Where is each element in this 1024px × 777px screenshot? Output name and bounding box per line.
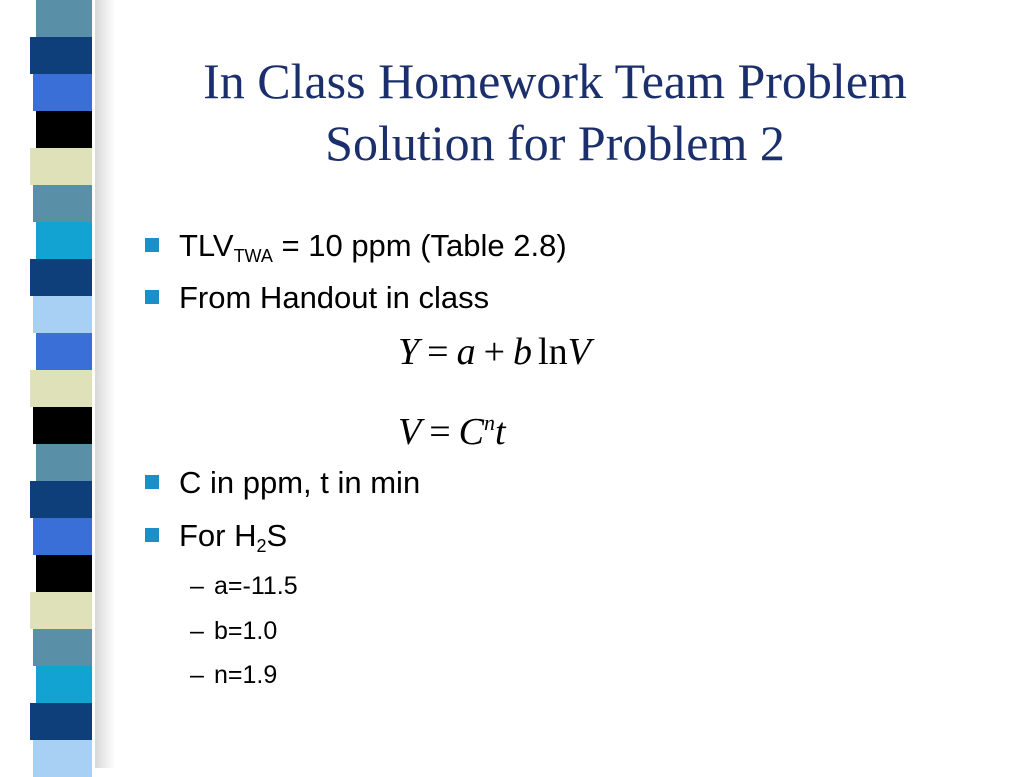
tlv-value: = 10 ppm (Table 2.8) [272,228,567,263]
bullet-handout [145,280,489,316]
stripe-segment [33,185,92,222]
stripe-segment [33,629,92,666]
eq1-plus: + [483,331,506,373]
bullet-for-h2s [145,518,287,554]
sub-bullet-a [190,572,298,601]
eq2-t: t [495,411,506,453]
eq2-C: C [458,411,485,453]
bullet-tlv [145,228,567,264]
stripe-segment [30,481,92,518]
tlv-subscript: TWA [233,246,273,266]
handout-text: From Handout in class [179,280,490,315]
eq2-V: V [398,411,422,453]
title-line-1: In Class Homework Team Problem [203,53,907,109]
units-text: C in ppm, t in min [179,465,421,500]
stripe-segment [36,222,92,259]
stripe-segment [30,592,92,629]
eq1-Y: Y [398,331,420,373]
stripe-segment [36,666,92,703]
eq2-equals: = [429,411,451,453]
sub-bullet-b [190,617,277,646]
sub-bullet-text: b=1.0 [214,617,278,645]
dash-icon: – [190,572,204,600]
stripe-segment [33,518,92,555]
decorative-stripe [30,0,100,768]
sub-bullet-text: a=-11.5 [214,572,298,600]
eq1-b: b [513,331,533,373]
stripe-segment [36,333,92,370]
stripe-segment [33,740,92,777]
equation-1 [398,330,591,374]
stripe-segment [36,111,92,148]
for-subscript: 2 [256,536,267,556]
eq1-V: V [567,331,591,373]
bullet-units [145,465,420,501]
tlv-label: TLV [179,228,234,263]
stripe-segment [36,444,92,481]
eq2-exponent [484,410,495,435]
bullet-square-icon [145,290,159,304]
stripe-segment [33,296,92,333]
eq1-a: a [456,331,476,373]
dash-icon: – [190,617,204,645]
equation-2 [398,410,506,454]
for-suffix: S [266,518,288,553]
stripe-segment [30,370,92,407]
stripe-segment [33,74,92,111]
stripe-segment [36,0,92,37]
stripe-segment [33,407,92,444]
stripe-segment [30,703,92,740]
eq1-ln: ln [538,331,568,373]
stripe-segment [36,555,92,592]
bullet-square-icon [145,238,159,252]
dash-icon: – [190,661,204,689]
bullet-square-icon [145,475,159,489]
for-prefix: For H [179,518,257,553]
sub-bullet-text: n=1.9 [214,661,278,689]
eq1-equals: = [427,331,449,373]
stripe-segment [30,37,92,74]
title-line-2: Solution for Problem 2 [325,115,785,171]
stripe-segment [30,259,92,296]
stripe-segment [30,148,92,185]
bullet-square-icon [145,528,159,542]
sub-bullet-n [190,661,277,690]
slide-title [130,50,980,174]
eq2-n: n [484,410,496,435]
